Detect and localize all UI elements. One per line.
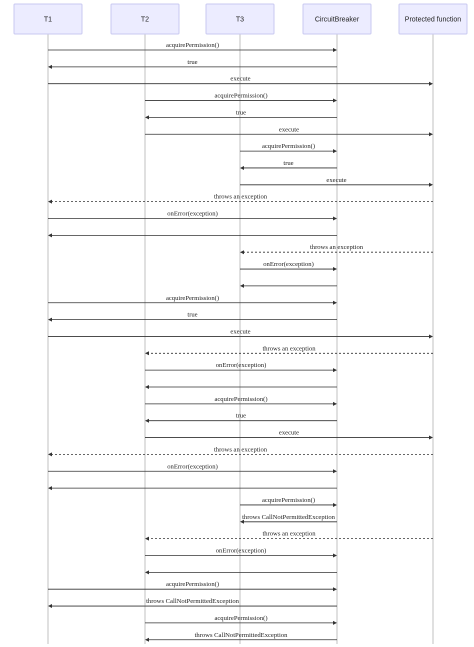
message-arrowhead [333,99,337,103]
message-2 [48,76,433,86]
message-arrowhead [333,217,337,221]
participants [14,4,467,34]
message-arrowhead [48,486,52,490]
message-label: onError(exception) [167,210,218,218]
message-label: onError(exception) [215,362,267,370]
message-24 [48,446,433,456]
message-label: acquirePermission() [214,92,268,100]
message-18 [145,345,433,355]
message-label: acquirePermission() [165,581,220,589]
message-label: acquirePermission() [214,395,268,403]
message-arrowhead [48,200,52,204]
message-label: throws CallNotPermittedException [242,513,335,521]
message-16 [48,312,337,322]
message-10 [48,211,337,221]
message-arrowhead [333,267,337,271]
message-label: true [187,58,198,66]
message-arrowhead [333,368,337,372]
message-label: throws CallNotPermittedException [194,631,288,639]
message-arrowhead [429,334,433,338]
message-arrowhead [145,115,149,119]
message-33 [48,598,337,608]
message-label: acquirePermission() [261,496,316,504]
message-arrowhead [333,554,337,558]
message-arrowhead [333,402,337,406]
message-arrowhead [145,570,149,574]
message-label: throws an exception [262,530,316,538]
message-label: execute [326,176,347,184]
message-arrowhead [240,284,244,288]
message-23 [145,430,433,440]
message-label: execute [278,126,300,134]
message-14 [240,284,337,288]
message-arrowhead [429,132,433,136]
message-1 [48,59,337,69]
message-label: acquirePermission() [165,294,220,302]
message-label: throws CallNotPermittedException [146,598,239,606]
message-arrowhead [333,621,337,625]
message-arrowhead [333,503,337,507]
participant-label-pf: Protected function [404,16,462,24]
participant-label-t2: T2 [140,16,150,24]
message-17 [48,328,433,338]
participant-label-cb: CircuitBreaker [314,16,360,24]
message-label: true [283,159,294,167]
message-26 [48,486,337,490]
message-9 [48,194,433,204]
message-arrowhead [145,537,149,541]
message-4 [145,109,337,119]
message-label: throws an exception [213,446,268,454]
message-13 [240,261,337,271]
message-31 [145,570,337,574]
message-label: onError(exception) [167,463,218,471]
message-arrowhead [240,250,244,254]
message-arrowhead [48,233,52,237]
message-27 [240,497,337,507]
message-label: onError(exception) [263,261,314,269]
message-arrowhead [240,166,244,170]
message-12 [240,244,433,254]
message-20 [145,385,337,389]
message-5 [145,126,433,136]
message-29 [145,531,433,541]
message-32 [48,581,337,591]
message-label: acquirePermission() [165,42,220,49]
message-28 [240,514,337,524]
message-6 [240,143,337,153]
message-label: acquirePermission() [261,143,316,151]
message-0 [48,42,337,52]
message-7 [240,160,337,170]
message-15 [48,295,337,305]
message-arrowhead [333,587,337,591]
message-arrowhead [429,82,433,86]
message-35 [145,632,337,642]
message-3 [145,93,337,103]
message-19 [145,362,337,372]
message-label: throws an exception [262,345,316,353]
message-8 [240,177,433,187]
message-label: throws an exception [213,193,268,201]
message-label: true [187,311,198,319]
message-22 [145,413,337,423]
message-arrowhead [48,604,52,608]
message-label: true [235,412,247,420]
message-arrowhead [333,301,337,305]
message-label: execute [278,429,300,437]
message-21 [145,396,337,406]
message-arrowhead [48,65,52,69]
message-label: true [235,109,247,117]
message-label: throws an exception [309,244,364,252]
message-11 [48,233,337,237]
participant-label-t1: T1 [43,16,53,24]
message-arrowhead [145,351,149,355]
message-25 [48,463,337,473]
message-34 [145,615,337,625]
message-label: acquirePermission() [214,614,268,622]
participant-label-t3: T3 [235,16,245,24]
message-arrowhead [48,452,52,456]
message-arrowhead [145,638,149,642]
message-label: onError(exception) [215,547,267,555]
message-arrowhead [333,149,337,153]
message-arrowhead [145,385,149,389]
message-arrowhead [333,469,337,473]
message-label: execute [230,328,251,336]
message-arrowhead [429,183,433,187]
message-arrowhead [333,48,337,52]
message-arrowhead [429,436,433,440]
message-arrowhead [48,318,52,322]
messages [48,42,433,642]
message-30 [145,548,337,558]
message-label: execute [230,75,251,83]
message-arrowhead [145,419,149,423]
